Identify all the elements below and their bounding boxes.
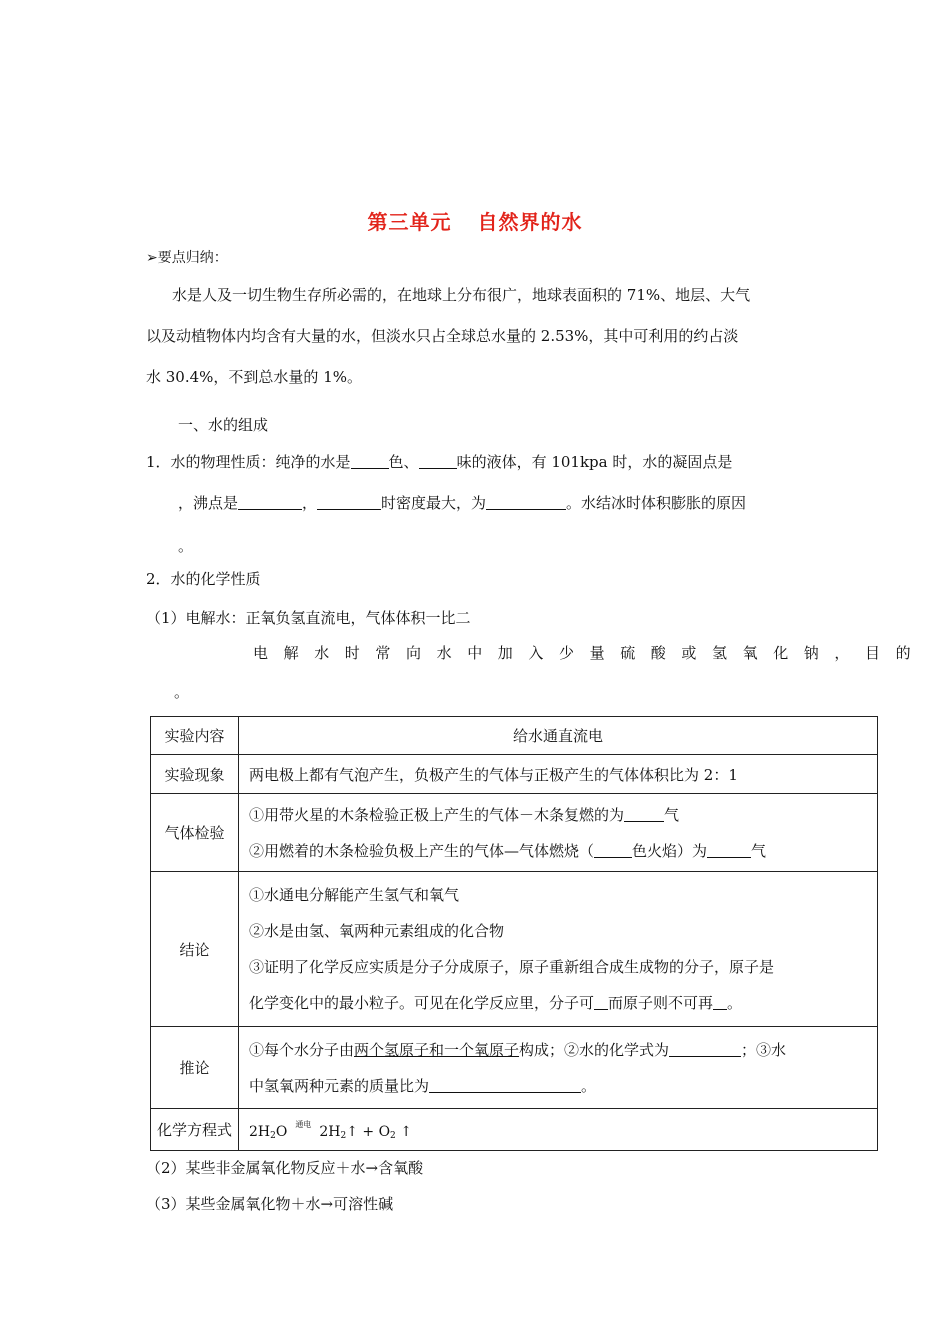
gas-test-line-2: ②用燃着的木条检验负极上产生的气体—气体燃烧（ 色火焰）为 气	[249, 841, 767, 860]
physical-properties-line-2: ，沸点是 ， 时密度最大，为 。水结冰时体积膨胀的原因	[178, 494, 747, 512]
table-row-conclusion	[151, 872, 878, 1027]
intro-line-2: 以及动植物体内均含有大量的水，但淡水只占全球总水量的 2.53%，其中可利用的约占淡	[146, 327, 739, 345]
row-key: 推论	[151, 1027, 239, 1109]
inference-line-2: 中氢氧两种元素的质量比为 。	[249, 1076, 597, 1095]
physical-properties-line-1: 1．水的物理性质：纯净的水是 色、 味的液体，有 101kpa 时，水的凝固点是	[146, 453, 733, 471]
row-value	[239, 1027, 878, 1109]
row-key: 气体检验	[151, 794, 239, 872]
row-value: 给水通直流电	[239, 717, 878, 755]
row-value: 两电极上都有气泡产生，负极产生的气体与正极产生的气体体积比为 2：1	[239, 755, 878, 794]
conclusion-line-1: ①水通电分解能产生氢气和氧气	[249, 886, 460, 904]
page-title	[0, 206, 950, 235]
chemical-equation: $2H_2O$ $^{通电}$ $2H_2↑ + O_2$ ↑	[239, 1109, 878, 1151]
conclusion-line-2: ②水是由氢、氧两种元素组成的化合物	[249, 922, 505, 940]
electrolysis-note: 电解水时常向水中加入少量硫酸或氢氧化钠，目的	[253, 644, 927, 662]
inference-line-1: ①每个水分子由两个氢原子和一个氧原子构成；②水的化学式为 ；③水	[249, 1040, 787, 1059]
row-value	[239, 794, 878, 872]
blank-divisible	[594, 994, 608, 1010]
row-key: 化学方程式	[151, 1109, 239, 1151]
blank-indivisible	[713, 994, 727, 1010]
table-row-inference	[151, 1027, 878, 1109]
row-value	[239, 872, 878, 1027]
electrolysis-note-end: 。	[174, 683, 190, 701]
nonmetal-oxide-line: （2）某些非金属氧化物反应＋水→含氧酸	[146, 1159, 424, 1177]
section-marker: ➢要点归纳：	[146, 250, 228, 266]
table-row-gas-test	[151, 794, 878, 872]
table-row-content	[151, 717, 878, 755]
blank-smell	[419, 453, 457, 469]
physical-properties-line-3: 。	[178, 537, 194, 555]
row-key: 实验内容	[151, 717, 239, 755]
intro-line-3: 水 30.4%，不到总水量的 1%。	[146, 368, 362, 386]
row-key: 实验现象	[151, 755, 239, 794]
intro-line-1: 水是人及一切生物生存所必需的，在地球上分布很广，地球表面积的 71%、地层、大气	[172, 286, 751, 304]
experiment-table	[150, 716, 878, 1151]
gas-test-line-1: ①用带火星的木条检验正极上产生的气体－木条复燃的为 气	[249, 805, 680, 824]
title-unit: 第三单元	[367, 210, 452, 234]
table-row-equation	[151, 1109, 878, 1151]
reaction-condition: 通电	[295, 1119, 312, 1129]
title-topic: 自然界的水	[477, 210, 583, 234]
blank-flame-color	[594, 842, 632, 858]
heading-water-composition: 一、水的组成	[178, 416, 269, 434]
electrolysis-heading: （1）电解水：正氧负氢直流电，气体体积一比二	[146, 609, 471, 627]
blank-mass-ratio	[429, 1077, 581, 1093]
blank-hydrogen	[707, 842, 751, 858]
blank-formula	[669, 1041, 741, 1057]
row-key: 结论	[151, 872, 239, 1027]
blank-oxygen	[624, 806, 664, 822]
conclusion-line-3: ③证明了化学反应实质是分子分成原子，原子重新组合成生成物的分子，原子是	[249, 958, 775, 976]
blank-density	[486, 494, 566, 510]
blank-color	[351, 453, 389, 469]
blank-temperature	[317, 494, 381, 510]
blank-boiling-point	[238, 494, 302, 510]
metal-oxide-line: （3）某些金属氧化物＋水→可溶性碱	[146, 1195, 394, 1213]
table-row-phenomenon	[151, 755, 878, 794]
conclusion-line-4: 化学变化中的最小粒子。可见在化学反应里，分子可 而原子则不可再 。	[249, 994, 743, 1012]
chemical-properties-heading: 2．水的化学性质	[146, 570, 261, 588]
